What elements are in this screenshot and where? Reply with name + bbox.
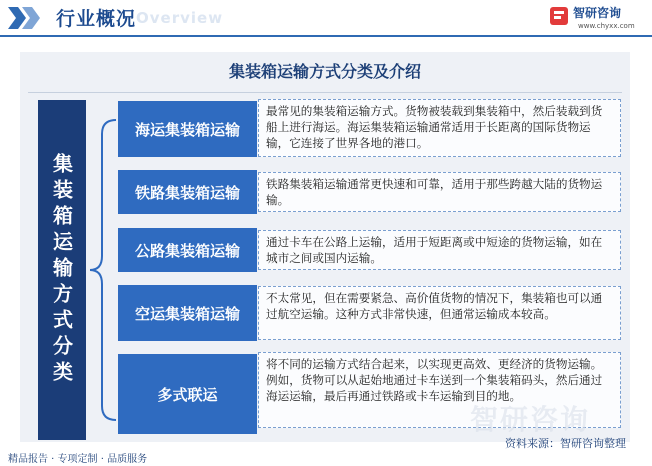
category-multimodal: 多式联运 [118, 354, 257, 434]
description-rail: 铁路集装箱运输通常更快速和可靠，适用于那些跨越大陆的货物运输。 [258, 172, 621, 212]
brand-logo-icon [549, 6, 569, 26]
source-note: 资料来源：智研咨询整理 [505, 437, 626, 450]
title-divider [28, 92, 622, 93]
bracket-connector [86, 100, 120, 440]
category-air: 空运集装箱运输 [118, 285, 257, 341]
page-title: 行业概况 [56, 8, 137, 30]
footer-slogan: 精品报告 · 专项定制 · 品质服务 [8, 454, 148, 465]
description-multimodal: 将不同的运输方式结合起来，以实现更高效、更经济的货物运输。例如，货物可以从起始地通过卡车送到一个集装箱码头，然后通过海运运输，最后再通过铁路或卡车运输到目的地。 [258, 352, 621, 428]
page-footer [0, 446, 652, 466]
diagram-title: 集装箱运输方式分类及介绍 [228, 62, 421, 81]
page-title-en: Overview [136, 9, 224, 27]
brand-url: www.chyxx.com [578, 22, 635, 30]
page-header [0, 0, 652, 36]
brand-name: 智研咨询 [573, 6, 622, 20]
category-road: 公路集装箱运输 [118, 228, 257, 272]
watermark: 智研咨询 [470, 403, 591, 436]
header-divider [0, 35, 652, 37]
category-rail: 铁路集装箱运输 [118, 170, 257, 214]
category-sea: 海运集装箱运输 [118, 101, 257, 157]
root-label: 集装箱运输方式分类 [49, 153, 74, 387]
chevron-marker-icon [8, 7, 44, 29]
description-road: 通过卡车在公路上运输，适用于短距离或中短途的货物运输，如在城市之间或国内运输。 [258, 230, 621, 270]
description-sea: 最常见的集装箱运输方式。货物被装载到集装箱中，然后装载到货船上进行海运。海运集装箱运输通常适用于长距离的国际货物运输，它连接了世界各地的港口。 [258, 99, 621, 157]
description-air: 不太常见，但在需要紧急、高价值货物的情况下，集装箱也可以通过航空运输。这种方式非常快速，但通常运输成本较高。 [258, 286, 621, 340]
